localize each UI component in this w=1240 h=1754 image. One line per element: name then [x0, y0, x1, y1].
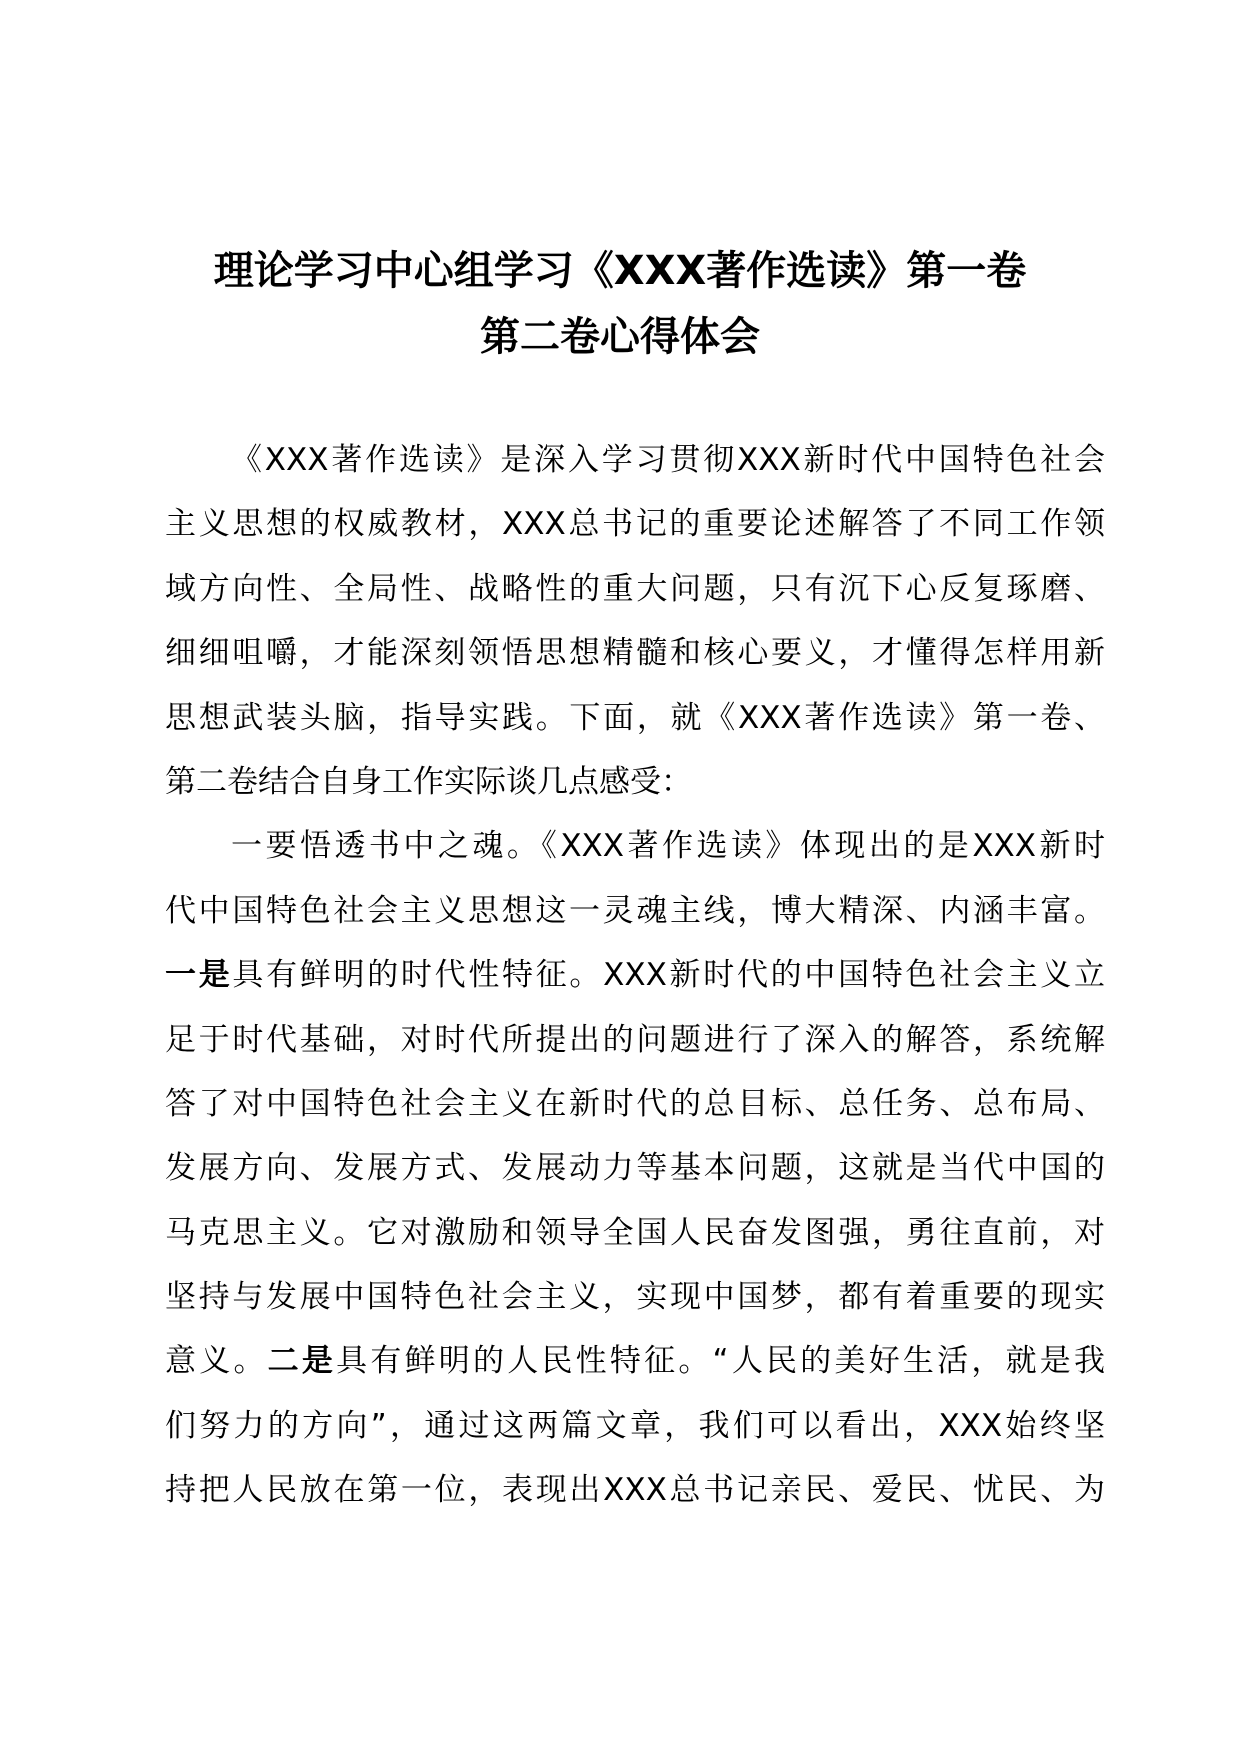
paragraph-line: 《XXX著作选读》是深入学习贯彻XXX新时代中国特色社会 — [231, 442, 1105, 478]
paragraph-point-one — [165, 814, 1105, 1522]
paragraph-line: 域方向性、全局性、战略性的重大问题，只有沉下心反复琢磨、 — [165, 570, 1105, 607]
paragraph-line: 细细咀嚼，才能深刻领悟思想精髓和核心要义，才懂得怎样用新 — [165, 635, 1105, 672]
paragraph-intro — [165, 428, 1105, 814]
paragraph-line: 们努力的方向”，通过这两篇文章，我们可以看出，XXX始终坚 — [165, 1407, 1105, 1444]
paragraph-line: 马克思主义。它对激励和领导全国人民奋发图强，勇往直前，对 — [165, 1214, 1105, 1251]
document-body — [165, 428, 1105, 1523]
paragraph-line: 答了对中国特色社会主义在新时代的总目标、总任务、总布局、 — [165, 1085, 1105, 1122]
paragraph-line: 发展方向、发展方式、发展动力等基本问题，这就是当代中国的 — [165, 1150, 1105, 1187]
paragraph-line: 坚持与发展中国特色社会主义，实现中国梦，都有着重要的现实 — [165, 1279, 1105, 1316]
paragraph-line — [165, 943, 1105, 1007]
line-text: 意义。 — [165, 1343, 268, 1380]
paragraph-line — [165, 1329, 1105, 1393]
point-marker-first: 一是 — [165, 957, 233, 994]
paragraph-line: 主义思想的权威教材，XXX总书记的重要论述解答了不同工作领 — [165, 506, 1105, 543]
line-text: 具有鲜明的时代性特征。XXX新时代的中国特色社会主义立 — [232, 957, 1105, 994]
line-text: 具有鲜明的人民性特征。“人民的美好生活，就是我 — [336, 1343, 1106, 1380]
point-marker-second: 二是 — [267, 1343, 337, 1380]
paragraph-line: 持把人民放在第一位，表现出XXX总书记亲民、爱民、忧民、为 — [165, 1472, 1105, 1509]
paragraph-line: 思想武装头脑，指导实践。下面，就《XXX著作选读》第一卷、 — [165, 699, 1105, 736]
title-line-1: 理论学习中心组学习《XXX著作选读》第一卷 — [213, 248, 1027, 294]
title-line-2: 第二卷心得体会 — [480, 314, 760, 360]
paragraph-line: 一要悟透书中之魂。《XXX著作选读》体现出的是XXX新时 — [231, 828, 1105, 865]
paragraph-line: 足于时代基础，对时代所提出的问题进行了深入的解答，系统解 — [165, 1021, 1105, 1058]
paragraph-line: 代中国特色社会主义思想这一灵魂主线，博大精深、内涵丰富。 — [165, 892, 1105, 929]
paragraph-line: 第二卷结合自身工作实际谈几点感受： — [165, 763, 692, 800]
document-title — [150, 238, 1090, 370]
